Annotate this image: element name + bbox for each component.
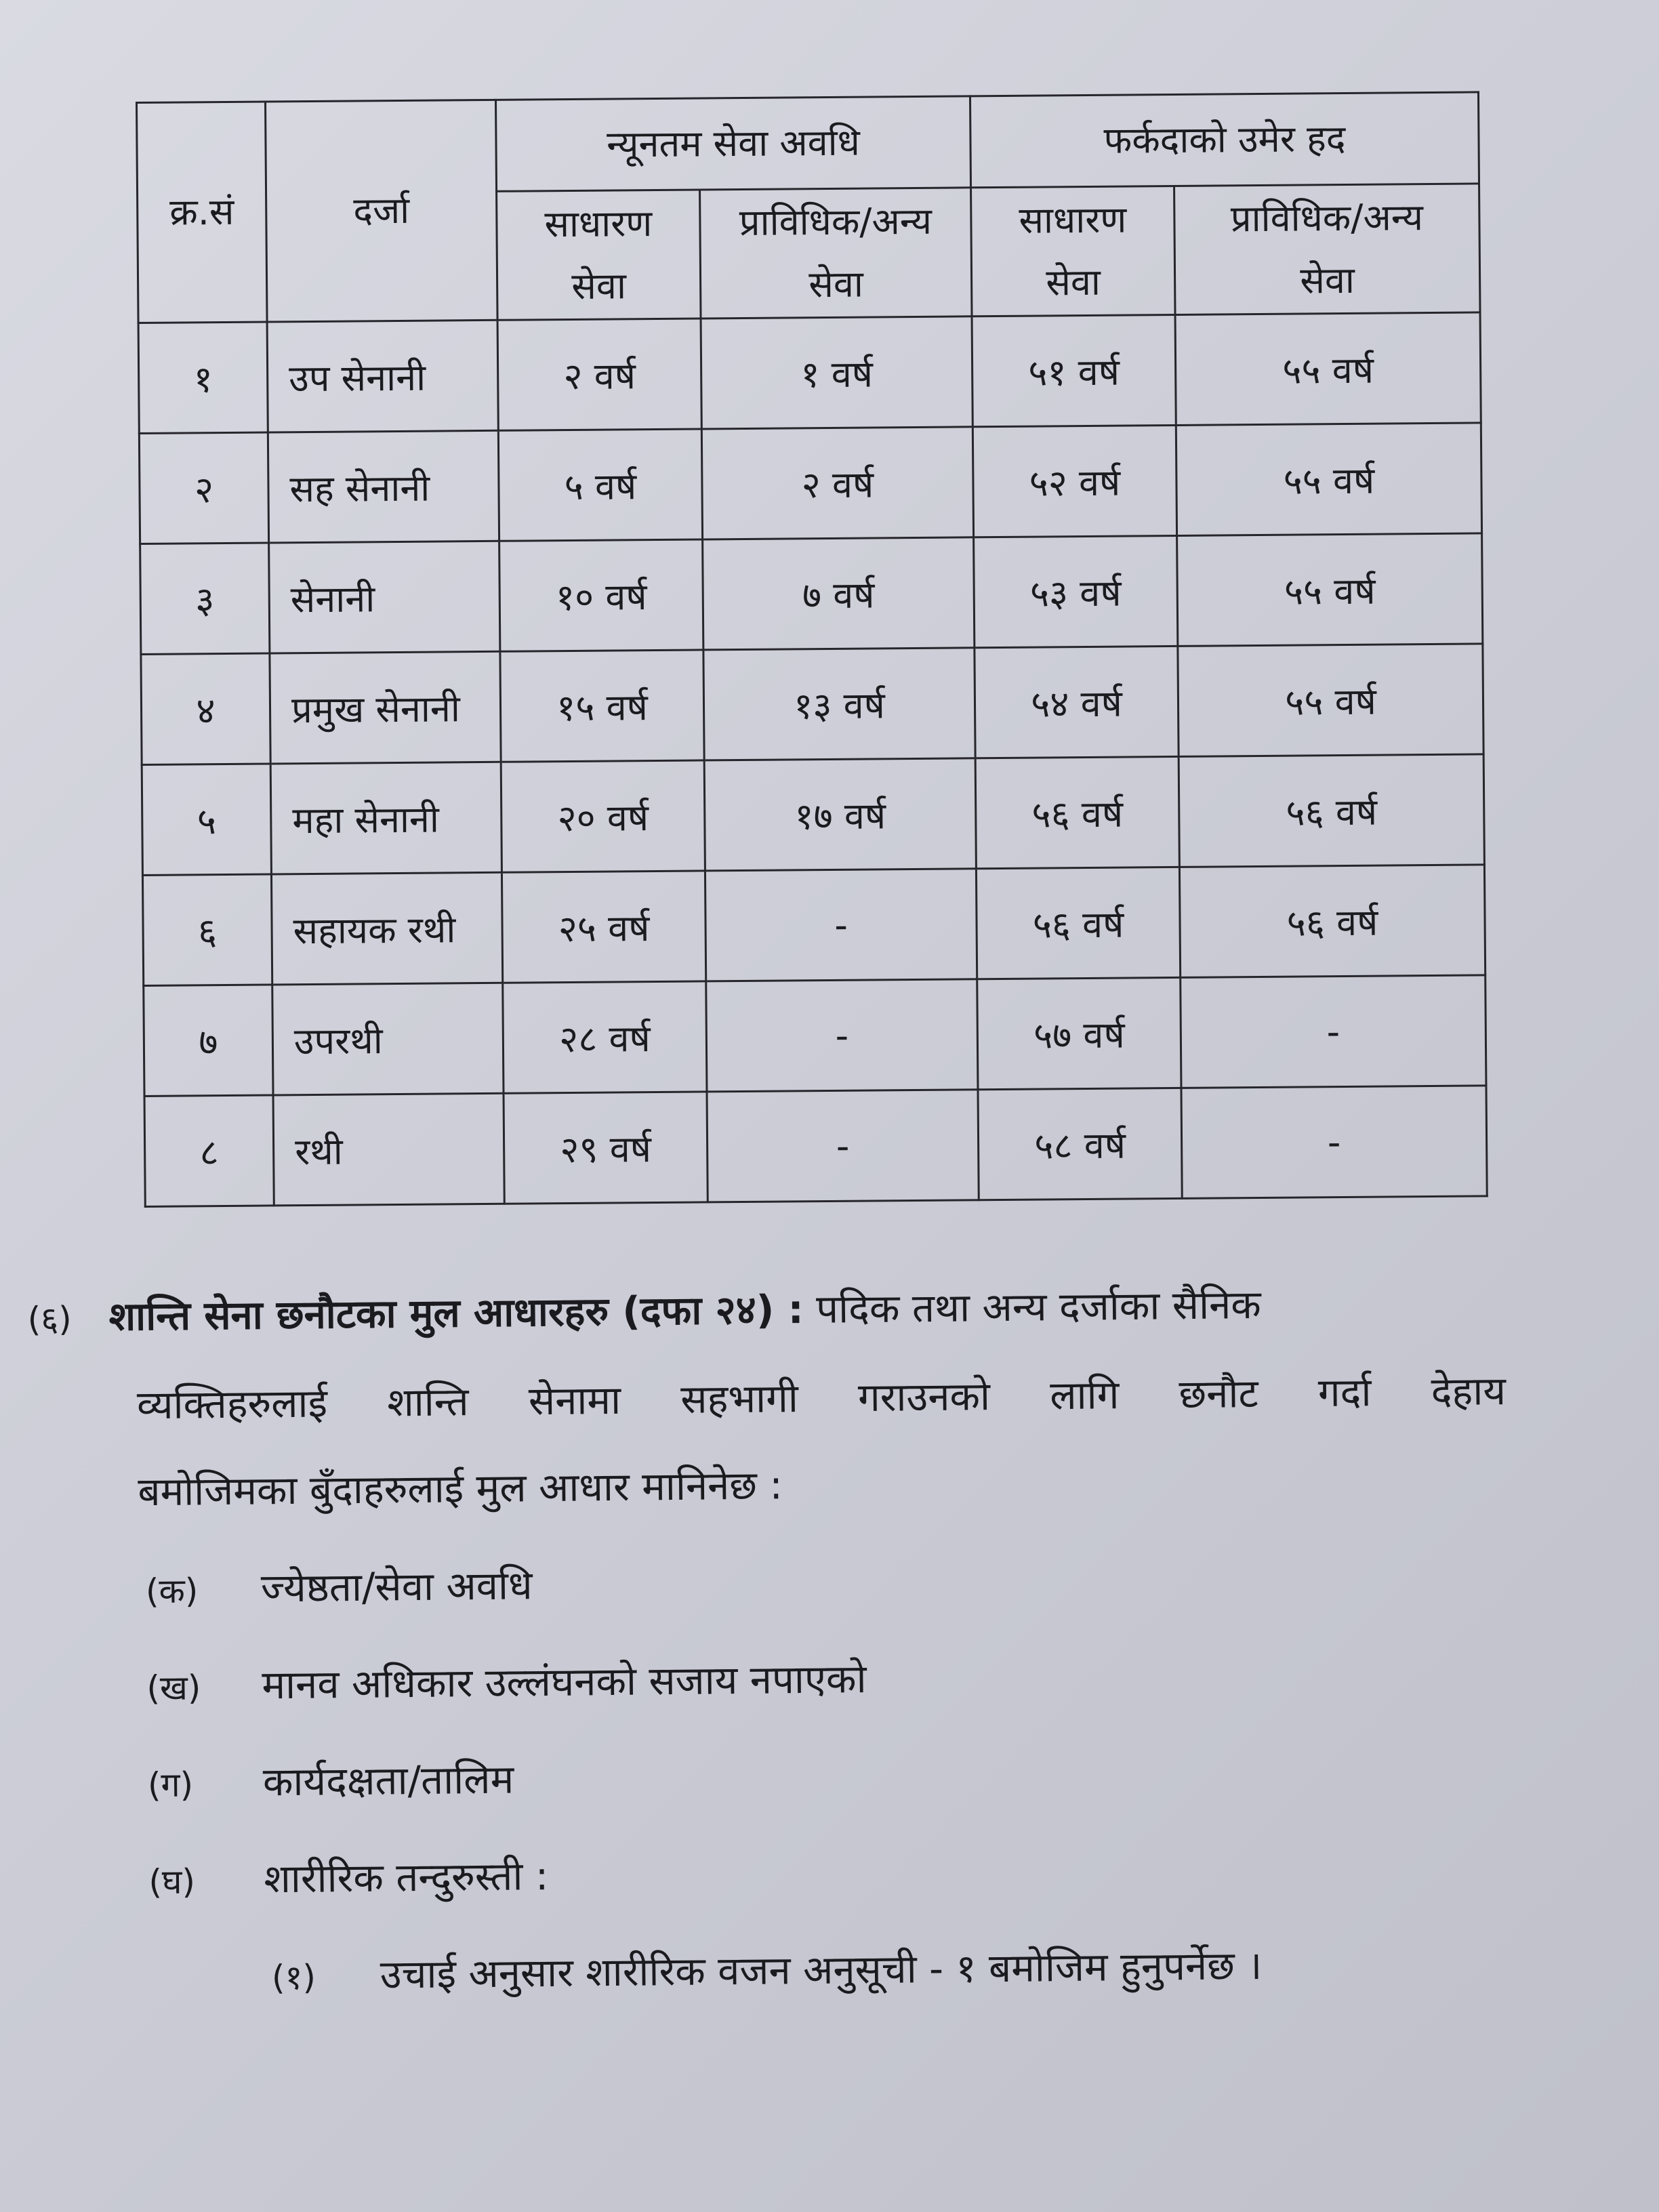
cell-min-general: २९ वर्ष (504, 1092, 708, 1204)
cell-age-technical: - (1181, 1086, 1487, 1199)
section-first-line (27, 1258, 1519, 1363)
peacekeeping-selection-section (27, 1258, 1526, 2028)
cell-age-general: ५१ वर्ष (972, 314, 1176, 426)
cell-age-technical: - (1181, 975, 1486, 1088)
list-item-label: (क) (145, 1571, 199, 1612)
cell-rank: रथी (273, 1093, 504, 1206)
cell-min-general: १५ वर्ष (500, 650, 704, 762)
service-table (136, 91, 1488, 1208)
header-rank: दर्जा (266, 100, 498, 322)
cell-min-general: २८ वर्ष (503, 981, 707, 1093)
criteria-list (30, 1528, 1525, 2028)
list-item-label: (ख) (146, 1668, 201, 1708)
table-row (140, 533, 1483, 655)
cell-min-general: २५ वर्ष (501, 871, 705, 983)
cell-min-technical: १७ वर्ष (704, 758, 976, 871)
cell-rank: उपरथी (272, 983, 504, 1095)
table-row (144, 1086, 1487, 1207)
cell-age-general: ५८ वर्ष (978, 1088, 1182, 1200)
header-serial: क्र.सं (137, 102, 268, 323)
cell-rank: महा सेनानी (270, 762, 501, 874)
cell-age-technical: ५५ वर्ष (1177, 533, 1483, 647)
list-item-text: कार्यदक्षता/तालिम (262, 1756, 514, 1805)
cell-rank: सहायक रथी (271, 872, 502, 985)
section-line3: बमोजिमका बुँदाहरुलाई मुल आधार मानिनेछ : (138, 1462, 783, 1515)
cell-age-general: ५४ वर्ष (975, 646, 1179, 758)
subheader-age-technical: प्राविधिक/अन्य सेवा (1174, 184, 1480, 315)
cell-age-general: ५३ वर्ष (974, 535, 1178, 647)
table-row (142, 754, 1484, 876)
table-row (138, 312, 1481, 434)
cell-min-technical: १ वर्ष (701, 316, 972, 429)
list-item (32, 1721, 1523, 1834)
table-row (144, 975, 1486, 1097)
list-item-label: (घ) (148, 1862, 196, 1902)
cell-serial: ५ (142, 764, 271, 875)
table-row (141, 644, 1483, 765)
cell-serial: ८ (144, 1095, 274, 1206)
cell-rank: प्रमुख सेनानी (270, 651, 501, 764)
list-item-text: ज्येष्ठता/सेवा अवधि (260, 1562, 533, 1612)
cell-age-general: ५२ वर्ष (972, 425, 1176, 537)
section-line2: व्यक्तिहरुलाई शान्ति सेनामा सहभागी गराउनको लागि छनौट गर्दा देहाय (136, 1368, 1507, 1429)
cell-min-general: २० वर्ष (501, 760, 705, 872)
cell-age-technical: ५५ वर्ष (1176, 423, 1481, 536)
cell-serial: १ (138, 322, 268, 433)
subheader-age-general: साधारण सेवा (971, 186, 1175, 316)
cell-serial: ६ (142, 874, 272, 985)
table-row (139, 423, 1481, 544)
cell-age-technical: ५५ वर्ष (1175, 312, 1481, 426)
section-line1-text: पदिक तथा अन्य दर्जाका सैनिक (815, 1281, 1262, 1332)
cell-serial: २ (139, 432, 268, 544)
section-marker: (६) (27, 1299, 73, 1339)
cell-age-general: ५६ वर्ष (976, 867, 1180, 979)
header-min-service: न्यूनतम सेवा अवधि (495, 96, 970, 191)
cell-min-general: १० वर्ष (499, 539, 703, 651)
list-item (33, 1818, 1525, 1931)
cell-min-technical: - (707, 1090, 979, 1202)
table-row (142, 865, 1485, 986)
cell-min-technical: १३ वर्ष (703, 648, 975, 760)
cell-serial: ७ (144, 985, 273, 1096)
cell-min-general: २ वर्ष (497, 319, 701, 430)
cell-age-general: ५७ वर्ष (977, 977, 1181, 1089)
subheader-min-technical: प्राविधिक/अन्य सेवा (700, 188, 972, 319)
cell-serial: ३ (140, 543, 270, 654)
section-heading: शान्ति सेना छनौटका मुल आधारहरु (दफा २४) : (108, 1286, 804, 1340)
cell-age-technical: ५५ वर्ष (1178, 644, 1483, 757)
list-item-text: मानव अधिकार उल्लंघनको सजाय नपाएको (262, 1656, 867, 1708)
sub-list-item (34, 1915, 1525, 2028)
cell-rank: उप सेनानी (267, 320, 498, 432)
cell-min-technical: ७ वर्ष (703, 537, 975, 650)
cell-age-technical: ५६ वर्ष (1179, 865, 1485, 978)
sub-list-item-label: (१) (271, 1957, 316, 1998)
cell-age-technical: ५६ वर्ष (1179, 754, 1484, 867)
sub-list-item-text: उचाई अनुसार शारीरिक वजन अनुसूची - १ बमोजिम हुनुपर्नेछ । (380, 1942, 1263, 1998)
cell-age-general: ५६ वर्ष (975, 756, 1179, 868)
cell-min-technical: - (706, 979, 978, 1092)
cell-min-technical: - (705, 869, 977, 981)
cell-min-technical: २ वर्ष (701, 427, 973, 539)
list-item-label: (ग) (147, 1765, 194, 1805)
cell-min-general: ५ वर्ष (498, 429, 702, 541)
list-item (31, 1624, 1523, 1737)
list-item (30, 1528, 1521, 1640)
list-item-text: शारीरिक तन्दुरुस्ती : (264, 1852, 549, 1902)
subheader-min-general: साधारण सेवा (497, 190, 701, 320)
cell-serial: ४ (141, 653, 270, 764)
cell-rank: सेनानी (269, 541, 500, 653)
cell-rank: सह सेनानी (268, 430, 499, 543)
header-retire-age: फर्कदाको उमेर हद (970, 92, 1479, 188)
